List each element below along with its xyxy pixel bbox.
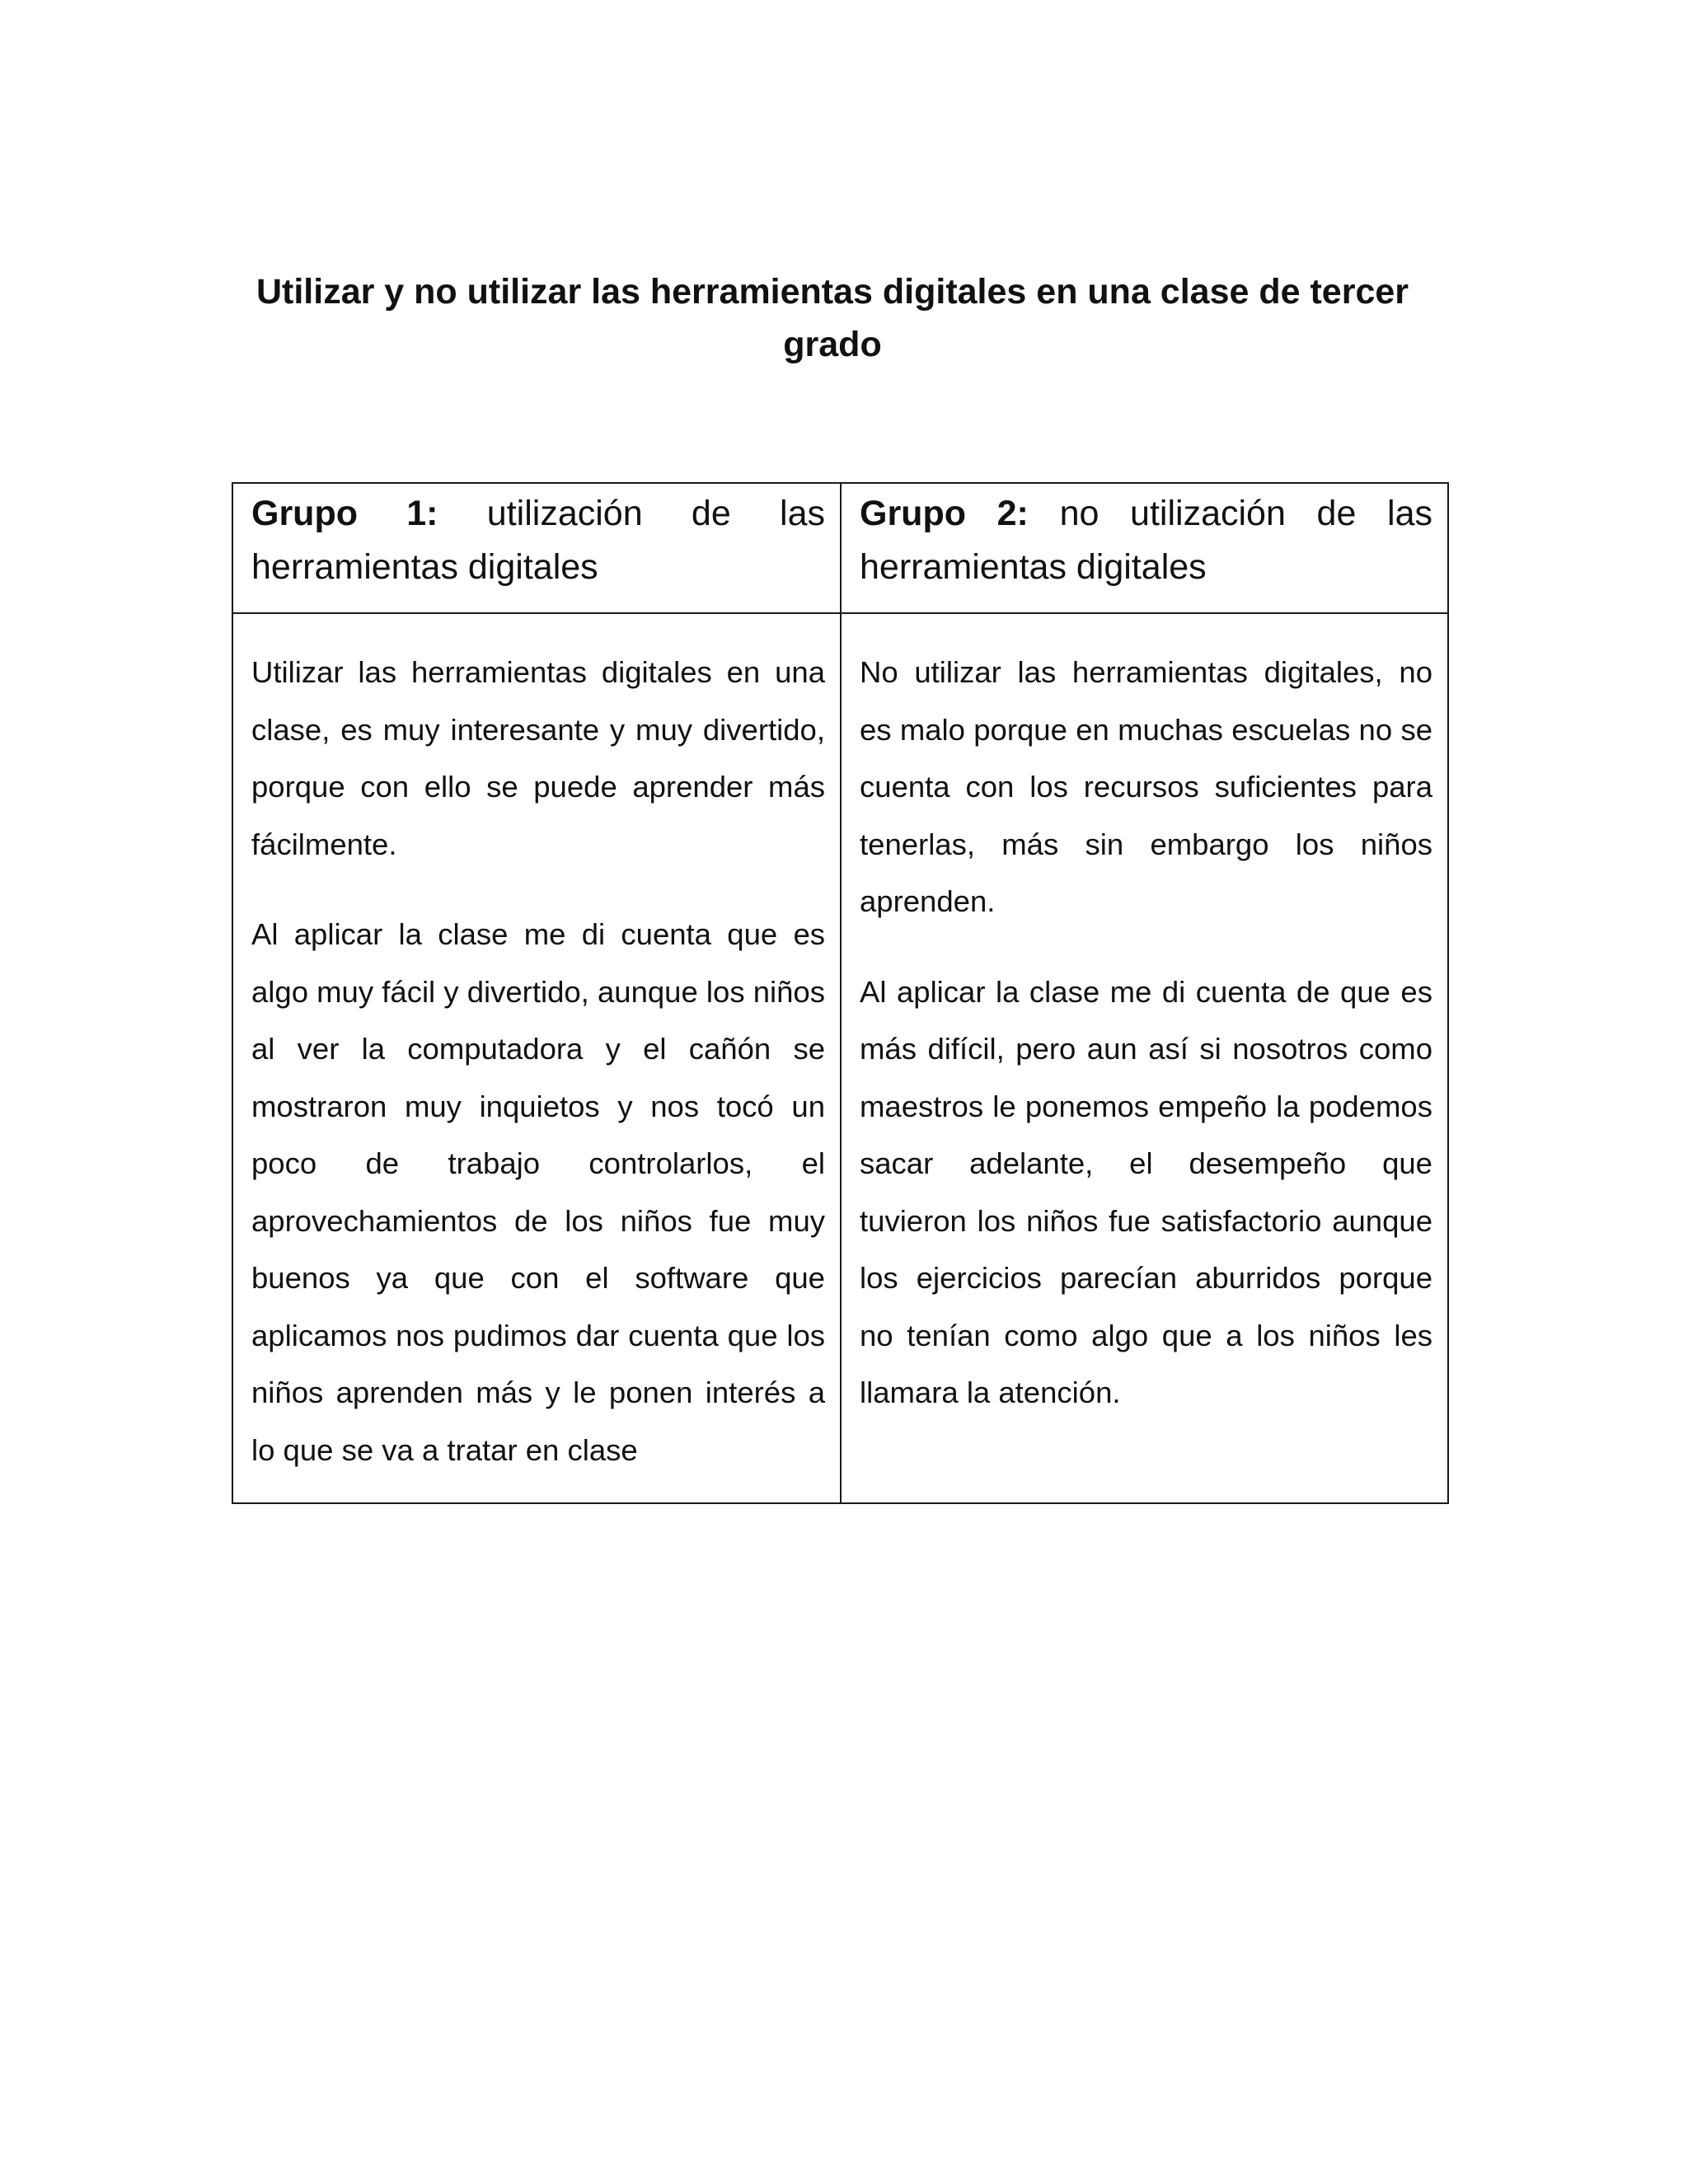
group-2-paragraph-2: Al aplicar la clase me di cuenta de que es más difícil, pero aun así si nosotros como maestros le ponemos empeño la podemos sacar adelante, el desempeño que tuvieron los niños fue satisfactorio aunque los ejercicios parecían aburridos porque no tenían como algo que a los niños les llamara la atención. — [860, 974, 1432, 1409]
table-body-row — [232, 613, 1448, 1503]
document-title: Utilizar y no utilizar las herramientas digitales en una clase de tercer grado — [256, 272, 1409, 364]
group-1-paragraph-1: Utilizar las herramientas digitales en una clase, es muy interesante y muy divertido, porque con ello se puede aprender más fácilmente. — [251, 655, 825, 861]
header-group-2-label: Grupo 2: — [860, 494, 1029, 533]
cell-group-2 — [841, 613, 1448, 1503]
header-group-1 — [232, 483, 841, 613]
group-2-paragraph-1: No utilizar las herramientas digitales, no es malo porque en muchas escuelas no se cuenta con los recursos suficientes para tenerlas, más sin embargo los niños aprenden. — [860, 655, 1432, 918]
header-group-2 — [841, 483, 1448, 613]
group-1-paragraph-2: Al aplicar la clase me di cuenta que es algo muy fácil y divertido, aunque los niños al ver la computadora y el cañón se mostraron muy inquietos y nos tocó un poco de trabajo controlarlos, el aprovechamientos de los niños fue muy buenos ya que con el software que aplicamos nos pudimos dar cuenta que los niños aprenden más y le ponen interés a lo que se va a tratar en clase — [251, 917, 825, 1467]
table-header-row — [232, 483, 1448, 613]
header-group-1-text: utilización de las herramientas digitales — [251, 494, 825, 587]
cell-group-1 — [232, 613, 841, 1503]
comparison-table — [232, 482, 1449, 1504]
header-group-1-label: Grupo 1: — [251, 494, 438, 533]
header-group-2-text: no utilización de las herramientas digitales — [860, 494, 1432, 587]
